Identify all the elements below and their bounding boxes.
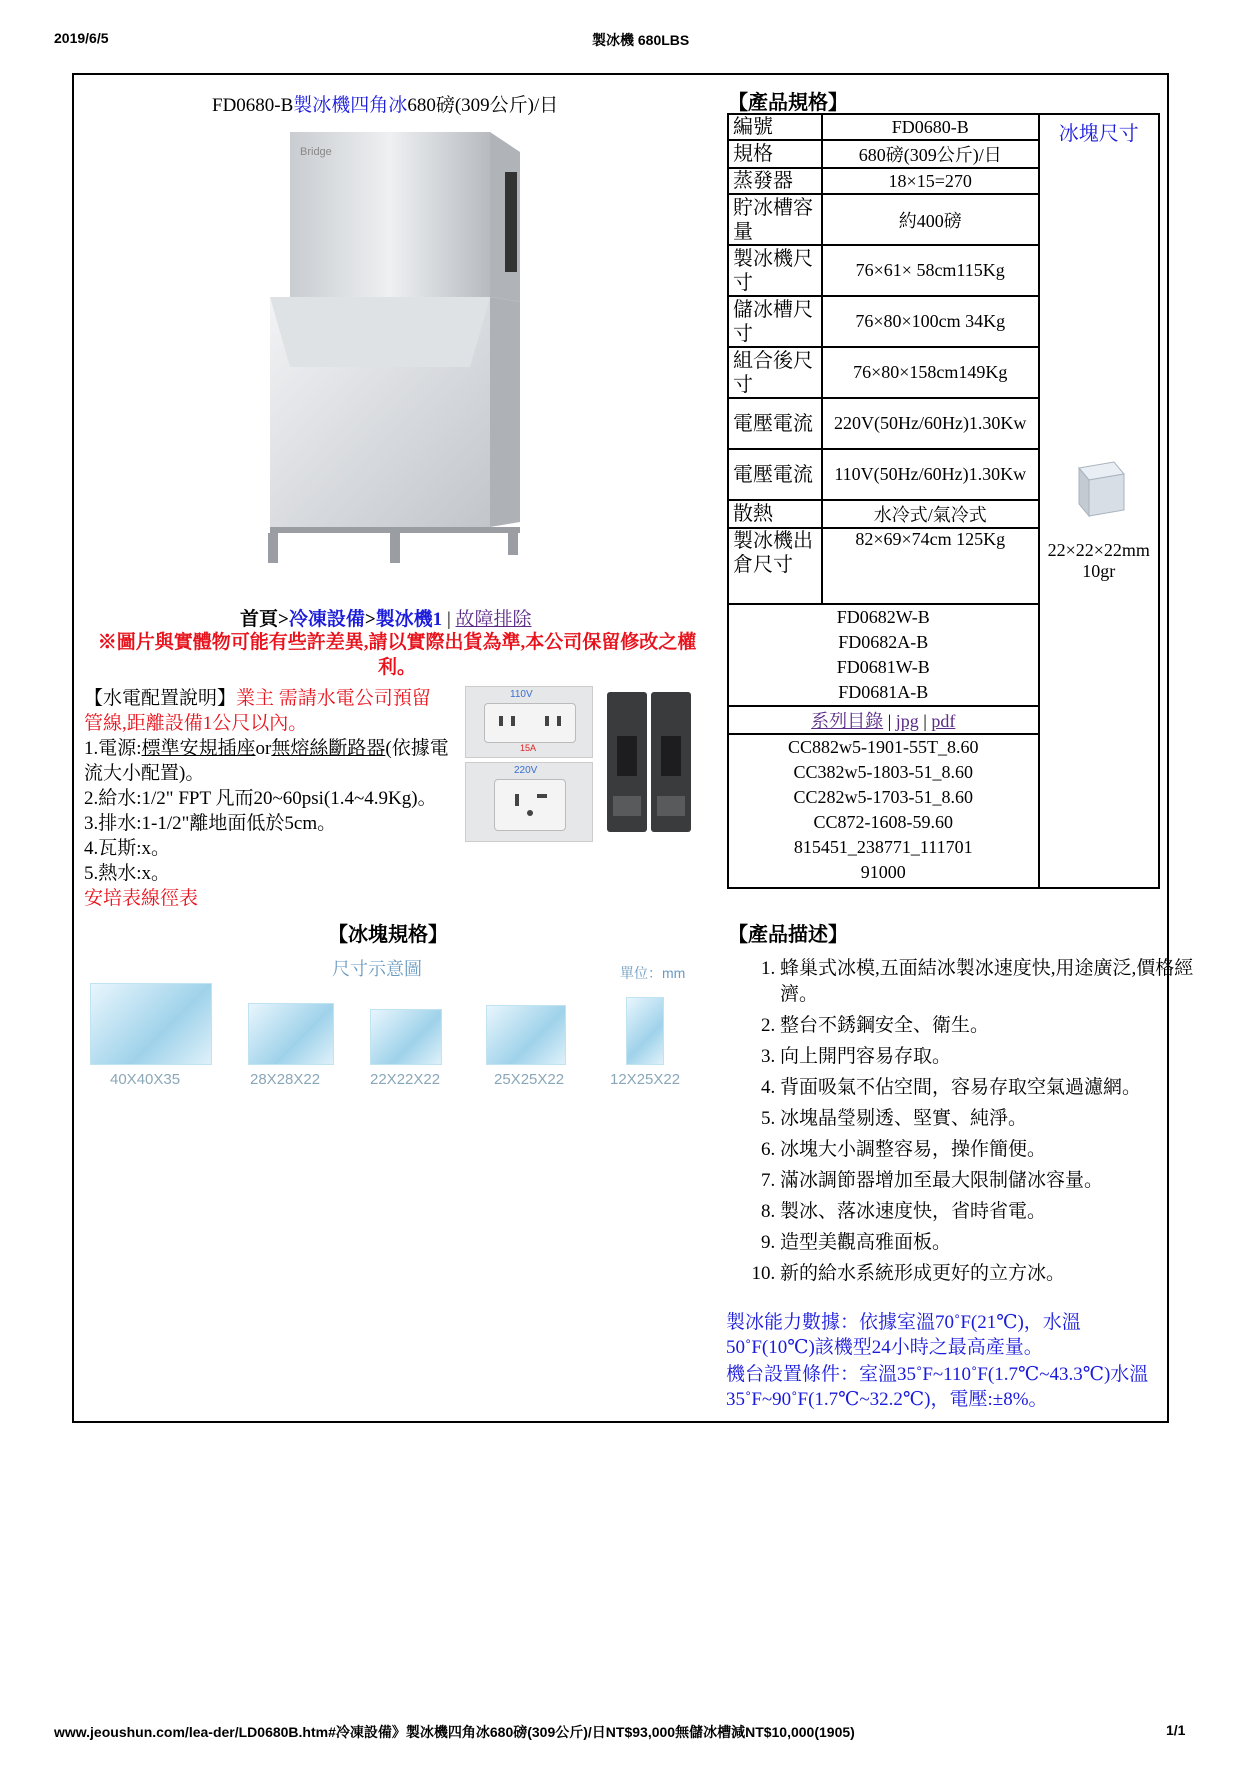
model-code: CC282w5-1703-51_8.60 <box>793 787 974 807</box>
utility-note: 業主 需請水電公司預留 管線,距離設備1公尺以內。 <box>84 688 431 734</box>
spec-table <box>727 113 1160 889</box>
model-code: 91000 <box>860 862 906 882</box>
ice-size-label: 28X28X22 <box>250 1071 321 1088</box>
footer-url: www.jeoushun.com/lea-der/LD0680B.htm#冷凍設備》製冰機四角冰680磅(309公斤)/日NT$93,000無儲冰槽減NT$10,000(1905) <box>54 1724 855 1740</box>
utility-drain: 3.排水:1-1/2"離地面低於5cm。 <box>84 813 337 834</box>
power-prefix: 1.電源: <box>84 738 142 759</box>
utility-water: 2.給水:1/2" FPT 凡而20~60psi(1.4~4.9Kg)。 <box>84 788 437 809</box>
ice-weight: 10gr <box>1082 561 1116 581</box>
ice-spec-title: 【冰塊規格】 <box>328 924 448 946</box>
description-item: 10. 新的給水系統形成更好的立方冰。 <box>780 1261 1210 1287</box>
ice-size-label: 12X25X22 <box>610 1071 681 1088</box>
related-models <box>728 604 1039 706</box>
disclaimer: ※圖片與實體物可能有些許差異,請以實際出貨為準,本公司保留修改之權利。 <box>97 632 697 678</box>
model-code: CC872-1608-59.60 <box>813 812 954 832</box>
description-item: 1. 蜂巢式冰模,五面結冰製冰速度快,用途廣泛,價格經濟。 <box>780 956 1210 1008</box>
spec-key: 貯冰槽容量 <box>728 194 822 245</box>
link-separator: | <box>887 711 892 731</box>
power-suffix: (依據電流大小配置)。 <box>84 738 449 784</box>
spec-value: FD0680-B <box>822 114 1039 140</box>
capacity-note: 製冰能力數據：依據室溫70˚F(21℃)，水溫50˚F(10℃)該機型24小時之最高產量。 <box>726 1312 1081 1358</box>
spec-key: 儲冰槽尺寸 <box>728 296 822 347</box>
utility-hot-water: 5.熱水:x。 <box>84 863 171 884</box>
outlet-220v-image <box>465 762 593 842</box>
description-item: 6. 冰塊大小調整容易，操作簡便。 <box>780 1137 1210 1163</box>
description-item: 3. 向上開門容易存取。 <box>780 1044 1210 1070</box>
ice-size-label: 40X40X35 <box>110 1071 181 1088</box>
utility-power <box>84 736 454 786</box>
ice-dimension: 22×22×22mm <box>1047 540 1150 560</box>
description-item: 9. 造型美觀高雅面板。 <box>780 1230 1210 1256</box>
spec-value: 18×15=270 <box>822 168 1039 194</box>
spec-value: 110V(50Hz/60Hz)1.30Kw <box>822 449 1039 500</box>
ice-cube-40 <box>90 983 212 1065</box>
product-image <box>250 127 540 572</box>
breadcrumb-item[interactable]: 製冰機1 <box>375 609 443 630</box>
svg-text:Bridge: Bridge <box>300 146 332 158</box>
spec-value: 680磅(309公斤)/日 <box>822 140 1039 168</box>
spec-value: 220V(50Hz/60Hz)1.30Kw <box>822 398 1039 449</box>
utility-gas: 4.瓦斯:x。 <box>84 838 171 859</box>
pdf-link[interactable]: pdf <box>931 711 956 731</box>
breadcrumb <box>240 604 532 631</box>
outlet-220v-label: 220V <box>514 765 538 776</box>
outlet-110v-label: 110V <box>510 689 533 700</box>
power-or: or <box>255 738 272 759</box>
spec-title: 【產品規格】 <box>728 92 848 114</box>
related-model: FD0682A-B <box>838 632 929 652</box>
spec-value: 76×80×158cm149Kg <box>822 347 1039 398</box>
utility-title: 【水電配置說明】 <box>84 688 237 709</box>
model-codes <box>728 734 1039 888</box>
ice-cube-12 <box>626 997 664 1065</box>
spec-key: 散熱 <box>728 500 822 528</box>
product-capacity: 680磅(309公斤)/日 <box>407 95 559 116</box>
utility-heading <box>84 686 454 736</box>
breadcrumb-category[interactable]: 冷凍設備 <box>288 609 365 630</box>
catalog-links <box>728 706 1039 734</box>
description-item: 7. 滿冰調節器增加至最大限制儲冰容量。 <box>780 1168 1210 1194</box>
ice-cube-22 <box>370 1009 442 1065</box>
ice-size-header: 冰塊尺寸 <box>1058 123 1139 145</box>
product-name: 製冰機四角冰 <box>293 95 408 116</box>
model-code: 815451_238771_111701 <box>793 837 973 857</box>
spec-key: 蒸發器 <box>728 168 822 194</box>
model-code: CC382w5-1803-51_8.60 <box>793 762 974 782</box>
related-model: FD0681A-B <box>838 682 929 702</box>
spec-key: 製冰機出倉尺寸 <box>728 528 822 604</box>
print-title: 製冰機 680LBS <box>592 32 690 48</box>
related-model: FD0681W-B <box>836 657 930 677</box>
spec-value: 82×69×74cm 125Kg <box>822 528 1039 604</box>
troubleshoot-link[interactable]: 故障排除 <box>455 609 532 630</box>
product-code: FD0680-B <box>212 95 294 116</box>
description-item: 2. 整台不銹鋼安全、衛生。 <box>780 1013 1210 1039</box>
description-list <box>728 956 1210 1292</box>
spec-key: 組合後尺寸 <box>728 347 822 398</box>
outlet-link[interactable]: 標準安規插座 <box>141 738 256 759</box>
spec-row <box>728 114 1159 140</box>
spec-key: 電壓電流 <box>728 449 822 500</box>
model-code: CC882w5-1901-55T_8.60 <box>788 737 979 757</box>
ice-size-label: 22X22X22 <box>370 1071 441 1088</box>
outlet-15a-label: 15A <box>520 743 537 753</box>
spec-value: 約400磅 <box>822 194 1039 245</box>
product-title <box>212 90 558 117</box>
page-number: 1/1 <box>1166 1722 1186 1738</box>
ice-cube-28 <box>248 1003 334 1065</box>
utility-section <box>84 686 454 911</box>
description-title: 【產品描述】 <box>728 924 848 946</box>
related-model: FD0682W-B <box>836 607 930 627</box>
breadcrumb-separator: > <box>364 609 376 630</box>
spec-key: 電壓電流 <box>728 398 822 449</box>
ice-cube-25 <box>486 1005 566 1065</box>
setup-note: 機台設置條件：室溫35˚F~110˚F(1.7℃~43.3℃)水溫35˚F~90˚F(1.7℃~32.2℃)，電壓:±8%。 <box>726 1364 1149 1410</box>
catalog-link[interactable]: 系列目錄 <box>811 711 884 731</box>
print-date: 2019/6/5 <box>54 30 109 46</box>
ice-size-diagram <box>80 945 710 1095</box>
breadcrumb-bar: | <box>446 609 451 630</box>
ice-cube-icon <box>1064 456 1134 526</box>
jpg-link[interactable]: jpg <box>895 711 919 731</box>
spec-key: 製冰機尺寸 <box>728 245 822 296</box>
outlet-110v-image <box>465 686 593 758</box>
spec-value: 76×80×100cm 34Kg <box>822 296 1039 347</box>
ice-size-cell <box>1039 114 1159 888</box>
breadcrumb-home[interactable]: 首頁> <box>240 609 289 630</box>
breaker-image <box>597 686 705 840</box>
description-item: 4. 背面吸氣不佔空間，容易存取空氣過濾網。 <box>780 1075 1210 1101</box>
spec-key: 編號 <box>728 114 822 140</box>
spec-value: 76×61× 58cm115Kg <box>822 245 1039 296</box>
description-item: 8. 製冰、落冰速度快，省時省電。 <box>780 1199 1210 1225</box>
ice-size-label: 25X25X22 <box>494 1071 565 1088</box>
diagram-title: 尺寸示意圖 <box>332 959 422 979</box>
breaker-link[interactable]: 無熔絲斷路器 <box>271 738 386 759</box>
diagram-unit: 單位：mm <box>620 965 686 981</box>
ampere-table-link[interactable]: 安培表線徑表 <box>84 888 199 909</box>
link-separator: | <box>923 711 927 731</box>
spec-value: 水冷式/氣冷式 <box>822 500 1039 528</box>
spec-key: 規格 <box>728 140 822 168</box>
description-item: 5. 冰塊晶瑩剔透、堅實、純淨。 <box>780 1106 1210 1132</box>
